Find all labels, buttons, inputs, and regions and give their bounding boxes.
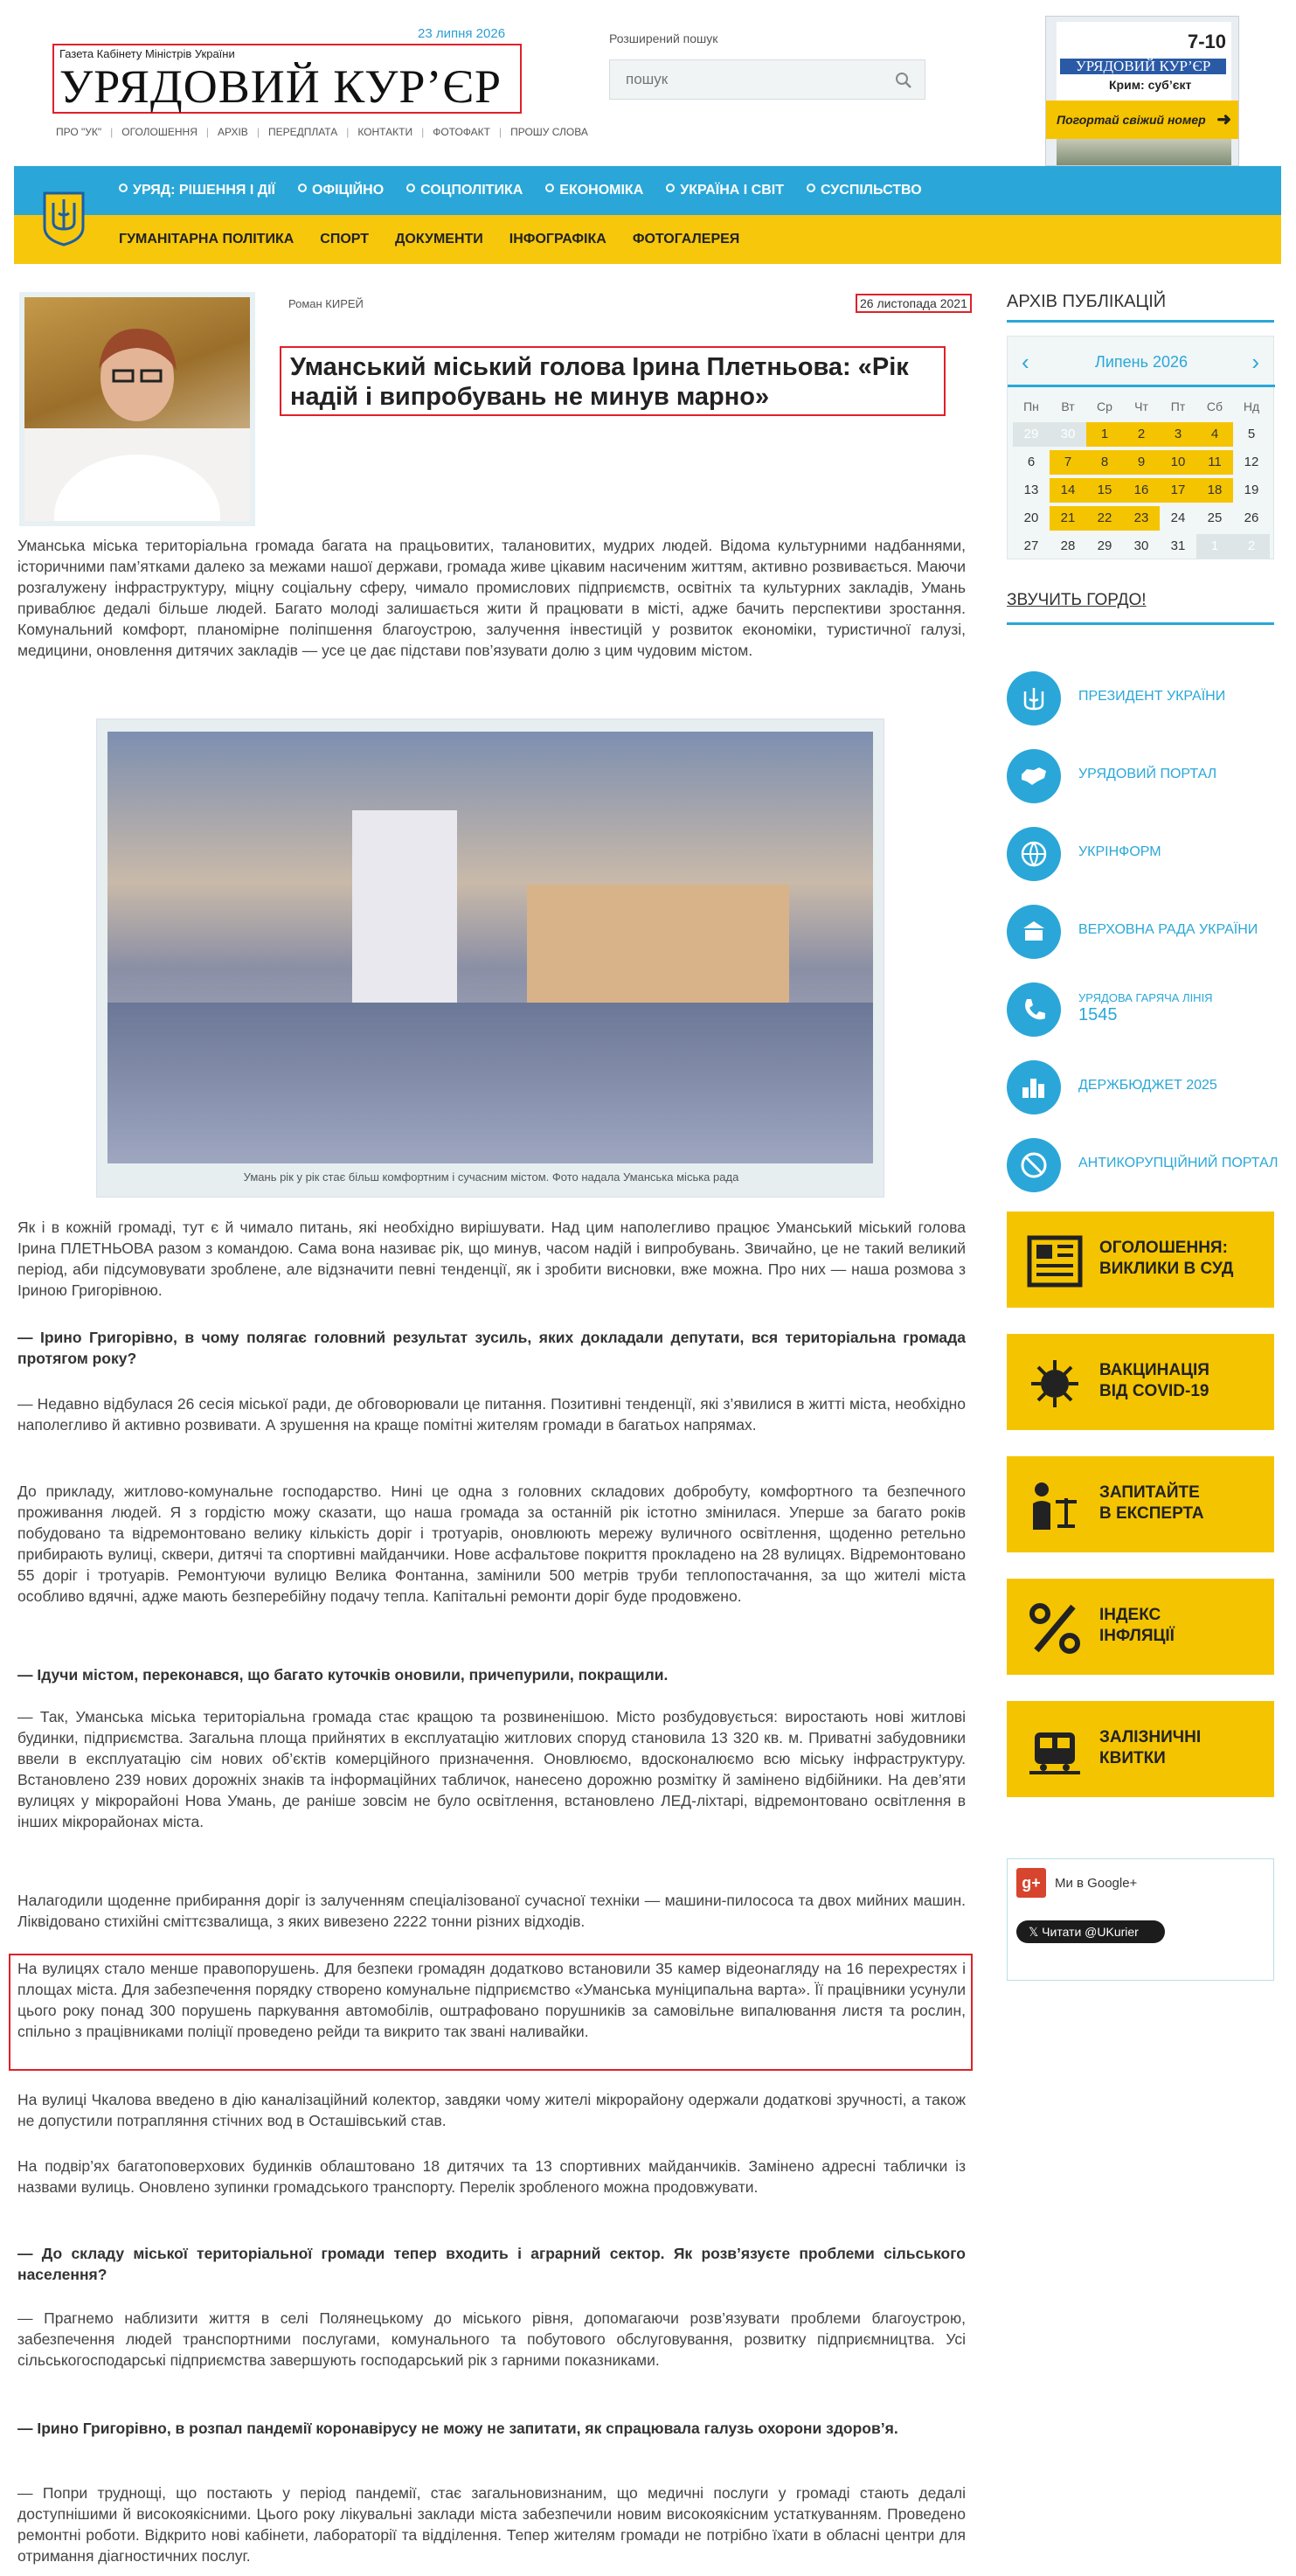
article-paragraph: — Недавно відбулася 26 сесія міської ради, де обговорювали це питання. Позитивні тенденції, які з’явилися в житті міста, необхідно наполегливо й активно розвивати. А зрушення на краще помітні жителям громади в багатьох напрямах. [17, 1395, 966, 1434]
article-paragraph: До прикладу, житлово-комунальне господарство. Нині це одна з головних складових добробуту, комфортного та безпечного проживання людей. Я з гордістю можу сказати, що наша громада за останній рік істотно змінилася. Уперше за багато років побудовано та відремонтовано велику кількість доріг і тротуарів, оновлюють мережу вуличного освітлення, щоденно ретельно прибирають вулиці, сквери, дитячі та спортивні майданчики. Нове асфальтове покриття прокладено на 28 вулицях. Відремонтовано 55 доріг і тротуарів. Ремонтуючи вулицю Велика Фонтанна, замінили 500 метрів труби теплопостачання, за що жителі міста особливо вдячні, адже мають безперебійну подачу тепла. Капітальні ремонти доріг буде продовжено. [17, 1482, 966, 1605]
calendar-day: 26 [1244, 510, 1259, 525]
calendar-day[interactable]: 4 [1196, 422, 1233, 447]
latest-issue-promo[interactable] [1045, 16, 1239, 166]
top-link[interactable]: ПЕРЕДПЛАТА [267, 126, 338, 138]
nav-item[interactable]: ДОКУМЕНТИ [395, 232, 483, 246]
google-plus-icon[interactable]: g+ [1016, 1868, 1046, 1898]
top-link[interactable]: ПРО "УК" [56, 126, 102, 138]
calendar-day[interactable]: 23 [1123, 506, 1160, 531]
service-box-label [1099, 1727, 1201, 1769]
nav-item[interactable]: ЕКОНОМІКА [545, 183, 643, 198]
interview-question: — Ірино Григорівно, в розпал пандемії коронавірусу не можу не запитати, як спрацювала галузь охорони здоров’я. [17, 2420, 898, 2437]
calendar-day[interactable]: 14 [1050, 478, 1086, 503]
trident-emblem-icon[interactable] [42, 191, 86, 246]
sidebar-link-label: УКРІНФОРМ [1078, 844, 1161, 859]
service-box-2[interactable] [1007, 1334, 1274, 1430]
service-box-line1: ЗАЛІЗНИЧНІ [1099, 1728, 1202, 1746]
calendar-day[interactable]: 7 [1050, 450, 1086, 475]
arrow-right-icon: ➜ [1216, 110, 1231, 129]
budget-chart-icon[interactable] [1007, 1060, 1061, 1114]
sidebar-link-label: ПРЕЗИДЕНТ УКРАЇНИ [1078, 689, 1226, 704]
weekday-label: Сб [1206, 399, 1223, 413]
sidebar-link-label: ДЕРЖБЮДЖЕТ 2025 [1078, 1078, 1217, 1093]
main-navigation [14, 166, 1281, 264]
service-box-label [1099, 1482, 1204, 1524]
sidebar-link-label: АНТИКОРУПЦІЙНИЙ ПОРТАЛ [1078, 1156, 1279, 1170]
calendar-day: 30 [1050, 422, 1086, 447]
weekday-label: Пн [1023, 399, 1039, 413]
nav-item[interactable]: СОЦПОЛІТИКА [406, 183, 523, 198]
article-title: Уманський міський голова Ірина Плетньова: «Рік надій і випробувань не минув марно» [280, 346, 946, 416]
nav-primary [119, 166, 945, 215]
calendar-day: 27 [1023, 538, 1039, 553]
sidebar-link-6[interactable] [1007, 1057, 1274, 1118]
nav-item[interactable]: УРЯД: РІШЕННЯ І ДІЇ [119, 183, 275, 198]
chevron-left-icon[interactable]: ‹ [1022, 349, 1029, 375]
calendar-day: 28 [1060, 538, 1076, 553]
nav-secondary [119, 215, 766, 264]
sidebar-link-4[interactable] [1007, 901, 1274, 962]
sidebar-link-2[interactable] [1007, 746, 1274, 807]
link-separator: | [498, 126, 502, 138]
calendar-day: 12 [1244, 455, 1259, 469]
nav-item[interactable]: УКРАЇНА І СВІТ [666, 183, 784, 198]
browse-issue-button[interactable] [1046, 101, 1239, 139]
zvuchyt-gordo-link[interactable]: ЗВУЧИТЬ ГОРДО! [1007, 591, 1147, 609]
logo-subtitle: Газета Кабінету Міністрів України [59, 47, 235, 60]
issue-cover-photo [1057, 139, 1231, 166]
issue-cover-date: 7-10 [1187, 31, 1226, 52]
ukraine-map-icon[interactable] [1007, 749, 1061, 803]
service-box-line2: ІНФЛЯЦІЇ [1099, 1627, 1175, 1645]
calendar-day: 31 [1170, 538, 1186, 553]
service-box-line1: ЗАПИТАЙТЕ [1099, 1483, 1200, 1502]
calendar-day[interactable]: 21 [1050, 506, 1086, 531]
service-box-5[interactable] [1007, 1701, 1274, 1797]
sidebar-divider [1007, 320, 1274, 323]
portrait-illustration [24, 297, 250, 521]
nav-item[interactable]: ГУМАНІТАРНА ПОЛІТИКА [119, 232, 295, 246]
link-separator: | [346, 126, 350, 138]
trident-icon[interactable] [1007, 671, 1061, 726]
calendar-day: 30 [1133, 538, 1149, 553]
justice-icon [1024, 1475, 1085, 1537]
article-paragraph: Уманська міська територіальна громада багата на працьовитих, талановитих, мудрих людей. Відома культурними надбаннями, історичними пам’ятками далеко за межами нашої держави, громада живе цікавим насиченим життям, активно розвивається. Маючи розгалужену інфраструктуру, міцну соціальну сферу, чимало промислових підприємств, освітніх та культурних закладів, Умань приваблює дедалі більше людей. Багато молоді залишається жити й працювати в місті, адже бачить перспективи зростання. Комунальний комфорт, планомірне поліпшення благоустрою, залучення інвестицій у розвиток економіки, туристичної галузі, медицини, оновлення дитячих закладів — усе це дає підстави пов’язувати долю з цим чудовим містом. [17, 537, 966, 659]
article-figure [96, 719, 884, 1198]
calendar-day[interactable]: 3 [1160, 422, 1196, 447]
sidebar-link-1[interactable] [1007, 668, 1274, 729]
search-box [609, 59, 925, 100]
calendar-day: 6 [1027, 455, 1036, 469]
service-box-3[interactable] [1007, 1456, 1274, 1552]
top-links [56, 126, 597, 138]
link-separator: | [110, 126, 114, 138]
weekday-label: Ср [1097, 399, 1112, 413]
calendar-day[interactable]: 8 [1086, 450, 1123, 475]
author-photo [19, 292, 255, 526]
service-box-line1: ІНДЕКС [1099, 1606, 1161, 1624]
article-paragraph: — Так, Уманська міська територіальна громада стає кращою та розвиненішою. Місто розбудовується: виростають нові житлові будинки, підприємства. Загальна площа прийнятих в експлуатацію житлових споруд становила 13 320 кв. м. Приватні забудовники ввели в експлуатацію сім нових об’єктів комерційного призначення. Оновлюємо, вдосконалюємо всю міську інфраструктуру. Встановлено 239 нових дорожніх знаків та інформаційних табличок, нанесено дорожню розмітку й замінено відбійники. На дев’яти вулицях у мікрорайоні Нова Умань, де раніше зовсім не було освітлення, встановлено ЛЕД-ліхтарі, відремонтовано освітлення в інших мікрорайонах міста. [17, 1708, 966, 1830]
advanced-search-link[interactable]: Розширений пошук [609, 31, 718, 45]
twitter-follow-button[interactable]: 𝕏 Читати @UKurier [1016, 1920, 1165, 1943]
article-paragraph: — Прагнемо наблизити життя в селі Полянецькому до міського рівня, допомагаючи розв’язувати проблеми благоустрою, забезпечення людей транспортними послугами, комунального та побутового обслуговування, розвитку підприємництва. Усі сільськогосподарські підприємства завершують господарський рік з гарними показниками. [17, 2309, 966, 2369]
phone-icon[interactable] [1007, 982, 1061, 1037]
calendar-day[interactable]: 16 [1123, 478, 1160, 503]
photo-tower-building [352, 810, 457, 1011]
nav-item[interactable]: ОФІЦІЙНО [298, 183, 384, 198]
calendar-day: 19 [1244, 483, 1259, 497]
article-paragraph: На подвір’ях багатоповерхових будинків облаштовано 18 дитячих та 13 спортивних майданчиків. Замінено адресні таблички із назвами вулиць. Оновлено зупинки громадського транспорту. Перелік зробленого можна продовжувати. [17, 2157, 966, 2196]
top-link[interactable]: ФОТОФАКТ [433, 126, 490, 138]
photo-square [107, 1003, 873, 1163]
link-separator: | [421, 126, 425, 138]
weekday-label: Пт [1170, 399, 1186, 413]
calendar-day[interactable]: 22 [1086, 506, 1123, 531]
calendar-day: 29 [1097, 538, 1112, 553]
service-box-label [1099, 1605, 1175, 1647]
train-icon [1024, 1720, 1085, 1781]
interview-question: — Ірино Григорівно, в чому полягає головний результат зусиль, яких докладали депутати, вся територіальна громада протягом року? [17, 1329, 966, 1367]
calendar-day[interactable]: 10 [1160, 450, 1196, 475]
chevron-right-icon[interactable]: › [1251, 349, 1259, 375]
article-paragraph: — Попри труднощі, що постають у період пандемії, стає загальновизнаним, що медичні послуги у громаді стають дедалі доступнішими й високоякісними. Цього року лікувальні заклади міста забезпечили новим високоякісним устаткуванням. Проведено ремонтні роботи. Відкрито нові кабінети, лабораторії та відділення. Тепер жителям громади не потрібно їхати в обласні центри для отримання діагностичних послуг. [17, 2484, 966, 2565]
globe-icon[interactable] [1007, 827, 1061, 881]
article-date: 26 листопада 2021 [856, 294, 972, 313]
service-box-line2: ВИКЛИКИ В СУД [1099, 1260, 1234, 1278]
sidebar-link-7[interactable] [1007, 1135, 1279, 1196]
service-box-line2: В ЕКСПЕРТА [1099, 1504, 1204, 1523]
calendar-day: 2 [1233, 534, 1270, 559]
service-box-4[interactable] [1007, 1579, 1274, 1675]
city-square-photo [107, 732, 873, 1163]
sidebar-link-5[interactable] [1007, 979, 1274, 1040]
archive-calendar [1007, 336, 1274, 559]
service-box-line2: КВИТКИ [1099, 1749, 1166, 1767]
issue-cover-headline: Крим: суб’єкт [1109, 78, 1192, 92]
service-box-label [1099, 1360, 1209, 1402]
top-link[interactable]: КОНТАКТИ [357, 126, 413, 138]
figure-caption: Умань рік у рік стає більш комфортним і сучасним містом. Фото надала Уманська міська рада [243, 1170, 739, 1184]
calendar-day[interactable]: 15 [1086, 478, 1123, 503]
calendar-day: 20 [1023, 510, 1039, 525]
social-block [1007, 1858, 1274, 1981]
calendar-day[interactable]: 1 [1086, 422, 1123, 447]
service-box-line1: ОГОЛОШЕННЯ: [1099, 1239, 1228, 1257]
top-link[interactable]: АРХІВ [218, 126, 248, 138]
service-box-line2: ВІД COVID-19 [1099, 1382, 1209, 1400]
article-paragraph: Як і в кожній громаді, тут є й чимало питань, які необхідно вирішувати. Над цим наполегливо працює Уманський міський голова Ірина ПЛЕТНЬОВА разом з командою. Сама вона називає рік, що минув, часом надій і випробувань. Звичайно, це не такий великий період, аби підсумовувати зроблене, але відзначити певні тенденції, як і зробити висновки, вже можна. Про них — наша розмова з Іриною Григорівною. [17, 1219, 966, 1299]
calendar-day: 25 [1207, 510, 1223, 525]
sidebar-link-label: УРЯДОВИЙ ПОРТАЛ [1078, 767, 1217, 781]
article-paragraph: На вулицях стало менше правопорушень. Для безпеки громадян додатково встановили 35 камер відеонагляду на 16 перехрестях і площах міста. Для забезпечення порядку створено комунальне підприємство «Уманська муніципальна варта». Її працівники усунули цього року понад 300 порушень паркування автомобілів, оштрафовано порушників за самовільне випалювання листя та рослин, спільно з працівниками поліції проведено рейди та викрито так звані наливайки. [17, 1960, 966, 2040]
link-separator: | [256, 126, 260, 138]
calendar-grid [1013, 394, 1270, 559]
percent-icon [1024, 1598, 1085, 1659]
nav-item[interactable]: СУСПІЛЬСТВО [807, 183, 922, 198]
sidebar-divider [1007, 622, 1274, 625]
service-box-line1: ВАКЦИНАЦІЯ [1099, 1361, 1209, 1379]
calendar-day: 24 [1170, 510, 1186, 525]
top-link[interactable]: ОГОЛОШЕННЯ [121, 126, 198, 138]
sidebar-link-label: УРЯДОВА ГАРЯЧА ЛІНІЯ [1078, 991, 1213, 1004]
photo-city-hall [527, 885, 789, 1007]
virus-icon [1024, 1353, 1085, 1414]
browse-issue-label: Погортай свіжий номер [1057, 113, 1206, 127]
interview-question: — До складу міської територіальної громади тепер входить і аграрний сектор. Як розв’язуєте проблеми сільського населення? [17, 2245, 966, 2283]
search-icon[interactable] [895, 72, 912, 89]
issue-cover-title: УРЯДОВИЙ КУР’ЄР [1060, 59, 1226, 74]
calendar-day[interactable]: 2 [1123, 422, 1160, 447]
parliament-icon[interactable] [1007, 905, 1061, 959]
issue-cover [1057, 22, 1231, 101]
calendar-month: Липень 2026 [1008, 337, 1275, 387]
calendar-day[interactable]: 18 [1196, 478, 1233, 503]
top-link[interactable]: ПРОШУ СЛОВА [510, 126, 588, 138]
anticorruption-icon[interactable] [1007, 1138, 1061, 1192]
article-author[interactable]: Роман КИРЕЙ [288, 297, 364, 310]
weekday-label: Нд [1243, 399, 1260, 413]
logo-title: УРЯДОВИЙ КУР’ЄР [59, 60, 502, 113]
calendar-day: 29 [1013, 422, 1050, 447]
calendar-day[interactable]: 11 [1196, 450, 1233, 475]
nav-item[interactable]: СПОРТ [320, 232, 369, 246]
header-date: 23 липня 2026 [418, 26, 506, 41]
weekday-label: Вт [1061, 399, 1075, 413]
weekday-label: Чт [1134, 399, 1148, 413]
calendar-day[interactable]: 17 [1160, 478, 1196, 503]
interview-question: — Ідучи містом, переконався, що багато куточків оновили, причепурили, покращили. [17, 1666, 669, 1684]
search-input[interactable] [610, 60, 872, 99]
article-paragraph: Налагодили щоденне прибирання доріг із залученням спеціалізованої сучасної техніки — машини-пилососа та двох мийних машин. Ліквідовано стихійні сміттєзвалища, з яких вивезено 2222 тонни різних відходів. [17, 1892, 966, 1930]
sidebar-link-label: ВЕРХОВНА РАДА УКРАЇНИ [1078, 922, 1258, 937]
article-paragraph: На вулиці Чкалова введено в дію каналізаційний колектор, завдяки чому жителі мікрорайону одержали додаткові зручності, а також не допустили потрапляння стічних вод в Осташівський став. [17, 2091, 966, 2129]
hotline-number: 1545 [1078, 1005, 1118, 1024]
site-logo[interactable] [52, 44, 522, 114]
service-box-label [1099, 1238, 1233, 1280]
newspaper-icon [1024, 1231, 1085, 1292]
nav-item[interactable]: ФОТОГАЛЕРЕЯ [632, 232, 740, 246]
calendar-day: 5 [1247, 427, 1256, 441]
archive-title: АРХІВ ПУБЛІКАЦІЙ [1007, 292, 1167, 311]
calendar-day: 13 [1023, 483, 1039, 497]
service-box-1[interactable] [1007, 1212, 1274, 1308]
google-plus-label[interactable]: Ми в Google+ [1055, 1876, 1138, 1891]
nav-item[interactable]: ІНФОГРАФІКА [509, 232, 606, 246]
link-separator: | [205, 126, 209, 138]
sidebar-link-3[interactable] [1007, 823, 1274, 885]
calendar-day[interactable]: 9 [1123, 450, 1160, 475]
calendar-day: 1 [1196, 534, 1233, 559]
